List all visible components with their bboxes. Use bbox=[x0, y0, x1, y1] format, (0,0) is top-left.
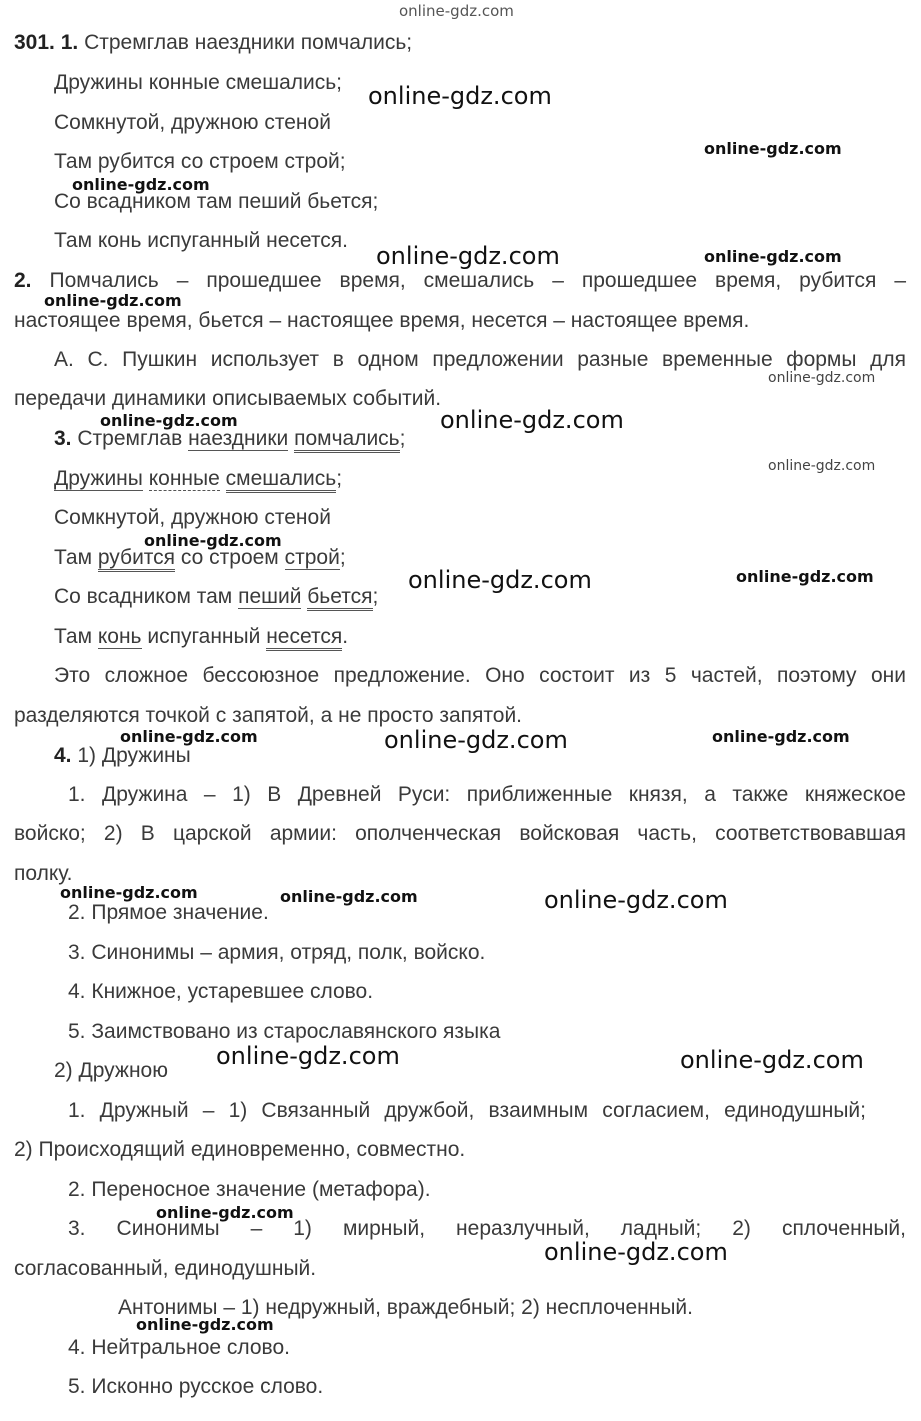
conclusion-line: разделяются точкой с запятой, а не просто запятой. bbox=[14, 704, 523, 727]
subject-word: Дружины bbox=[54, 467, 143, 490]
parsed-line bbox=[54, 545, 346, 571]
task2-line: настоящее время, бьется – настоящее время, несется – настоящее время. bbox=[14, 309, 750, 332]
task-number: 1. bbox=[60, 31, 79, 54]
task-number: 3. bbox=[54, 427, 72, 450]
subject-word: конь bbox=[97, 625, 142, 648]
watermark: online-gdz.com bbox=[680, 1046, 864, 1074]
watermark: online-gdz.com bbox=[704, 247, 842, 266]
watermark: online-gdz.com bbox=[44, 291, 182, 310]
predicate-word: помчались bbox=[294, 427, 400, 453]
watermark: online-gdz.com bbox=[768, 458, 876, 474]
watermark-top: online-gdz.com bbox=[399, 2, 514, 20]
punct: . bbox=[342, 625, 349, 648]
watermark: online-gdz.com bbox=[376, 242, 560, 270]
list-item: 2. Прямое значение. bbox=[68, 901, 269, 924]
poem-line: Дружины конные смешались; bbox=[54, 71, 343, 94]
subject-word: пеший bbox=[238, 585, 302, 608]
watermark: online-gdz.com bbox=[120, 727, 258, 746]
list-item: 5. Заимствовано из старославянского языка bbox=[68, 1020, 501, 1043]
definition-line: 1. Дружина – 1) В Древней Руси: приближенные князя, а также княжеское bbox=[68, 783, 906, 806]
watermark: online-gdz.com bbox=[368, 82, 552, 110]
word-title: 2) Дружною bbox=[54, 1059, 168, 1082]
word: Стремглав bbox=[77, 427, 183, 450]
parsed-line bbox=[54, 466, 342, 492]
definition-line: 2) Происходящий единовременно, совместно. bbox=[14, 1138, 466, 1161]
predicate-word: несется bbox=[266, 625, 342, 651]
watermark: online-gdz.com bbox=[280, 887, 418, 906]
definition-line: полку. bbox=[14, 862, 73, 885]
conclusion-line: Это сложное бессоюзное предложение. Оно состоит из 5 частей, поэтому они bbox=[54, 664, 906, 687]
parsed-line: Сомкнутой, дружною стеной bbox=[54, 506, 331, 529]
paragraph-line: А. С. Пушкин использует в одном предложении разные временные формы для bbox=[54, 348, 906, 371]
punct: ; bbox=[372, 585, 379, 608]
synonyms-line: 3. Синонимы – 1) мирный, неразлучный, ладный; 2) сплоченный, bbox=[68, 1217, 906, 1240]
watermark: online-gdz.com bbox=[768, 370, 876, 386]
poem-line: Там рубится со строем строй; bbox=[54, 150, 346, 173]
attribute-word: конные bbox=[148, 467, 220, 490]
task2-text: Помчались – прошедшее время, смешались – прошедшее время, рубится – bbox=[49, 269, 906, 292]
watermark: online-gdz.com bbox=[100, 411, 238, 430]
parsed-line bbox=[54, 426, 405, 452]
list-item: 5. Исконно русское слово. bbox=[68, 1375, 324, 1398]
watermark: online-gdz.com bbox=[156, 1203, 294, 1222]
punct: ; bbox=[339, 546, 346, 569]
watermark: online-gdz.com bbox=[408, 566, 592, 594]
watermark: online-gdz.com bbox=[544, 1238, 728, 1266]
antonyms-line: Антонимы – 1) недружный, враждебный; 2) несплоченный. bbox=[118, 1296, 693, 1319]
watermark: online-gdz.com bbox=[72, 175, 210, 194]
word: со строем bbox=[180, 546, 279, 569]
exercise-number: 301. bbox=[14, 31, 55, 54]
task-number: 2. bbox=[14, 269, 32, 292]
watermark: online-gdz.com bbox=[60, 883, 198, 902]
poem-line: Со всадником там пеший бьется; bbox=[54, 190, 379, 213]
word: Там bbox=[54, 625, 93, 648]
paragraph-line: передачи динамики описываемых событий. bbox=[14, 387, 442, 410]
word-title-text: 1) Дружины bbox=[77, 744, 191, 767]
punct: ; bbox=[399, 427, 406, 450]
watermark: online-gdz.com bbox=[136, 1315, 274, 1334]
punct: ; bbox=[336, 467, 343, 490]
watermark: online-gdz.com bbox=[384, 726, 568, 754]
parsed-line bbox=[54, 584, 378, 610]
task2-line bbox=[14, 268, 906, 294]
watermark: online-gdz.com bbox=[736, 567, 874, 586]
watermark: online-gdz.com bbox=[440, 406, 624, 434]
parsed-line bbox=[54, 624, 348, 650]
word: испуганный bbox=[147, 625, 261, 648]
definition-line: 1. Дружный – 1) Связанный дружбой, взаимным согласием, единодушный; bbox=[68, 1099, 866, 1122]
subject-word: строй bbox=[284, 546, 340, 569]
task-number: 4. bbox=[54, 744, 72, 767]
poem-line: Там конь испуганный несется. bbox=[54, 229, 348, 252]
predicate-word: бьется bbox=[307, 585, 372, 611]
list-item: 2. Переносное значение (метафора). bbox=[68, 1178, 431, 1201]
subject-word: наездники bbox=[188, 427, 289, 450]
poem-line: Сомкнутой, дружною стеной bbox=[54, 111, 331, 134]
exercise-heading bbox=[14, 30, 412, 56]
watermark: online-gdz.com bbox=[704, 139, 842, 158]
definition-line: войско; 2) В царской армии: ополченческая войсковая часть, соответствовавшая bbox=[14, 822, 906, 845]
watermark: online-gdz.com bbox=[544, 886, 728, 914]
predicate-word: смешались bbox=[226, 467, 337, 493]
list-item: 4. Нейтральное слово. bbox=[68, 1336, 290, 1359]
watermark: online-gdz.com bbox=[712, 727, 850, 746]
watermark: online-gdz.com bbox=[144, 531, 282, 550]
watermark: online-gdz.com bbox=[216, 1042, 400, 1070]
poem-line: Стремглав наездники помчались; bbox=[84, 31, 413, 54]
word: Со всадником там bbox=[54, 585, 233, 608]
word-title bbox=[54, 743, 191, 769]
list-item: 3. Синонимы – армия, отряд, полк, войско. bbox=[68, 941, 486, 964]
list-item: 4. Книжное, устаревшее слово. bbox=[68, 980, 374, 1003]
predicate-word: рубится bbox=[98, 546, 175, 572]
synonyms-line: согласованный, единодушный. bbox=[14, 1257, 317, 1280]
word: Там bbox=[54, 546, 93, 569]
